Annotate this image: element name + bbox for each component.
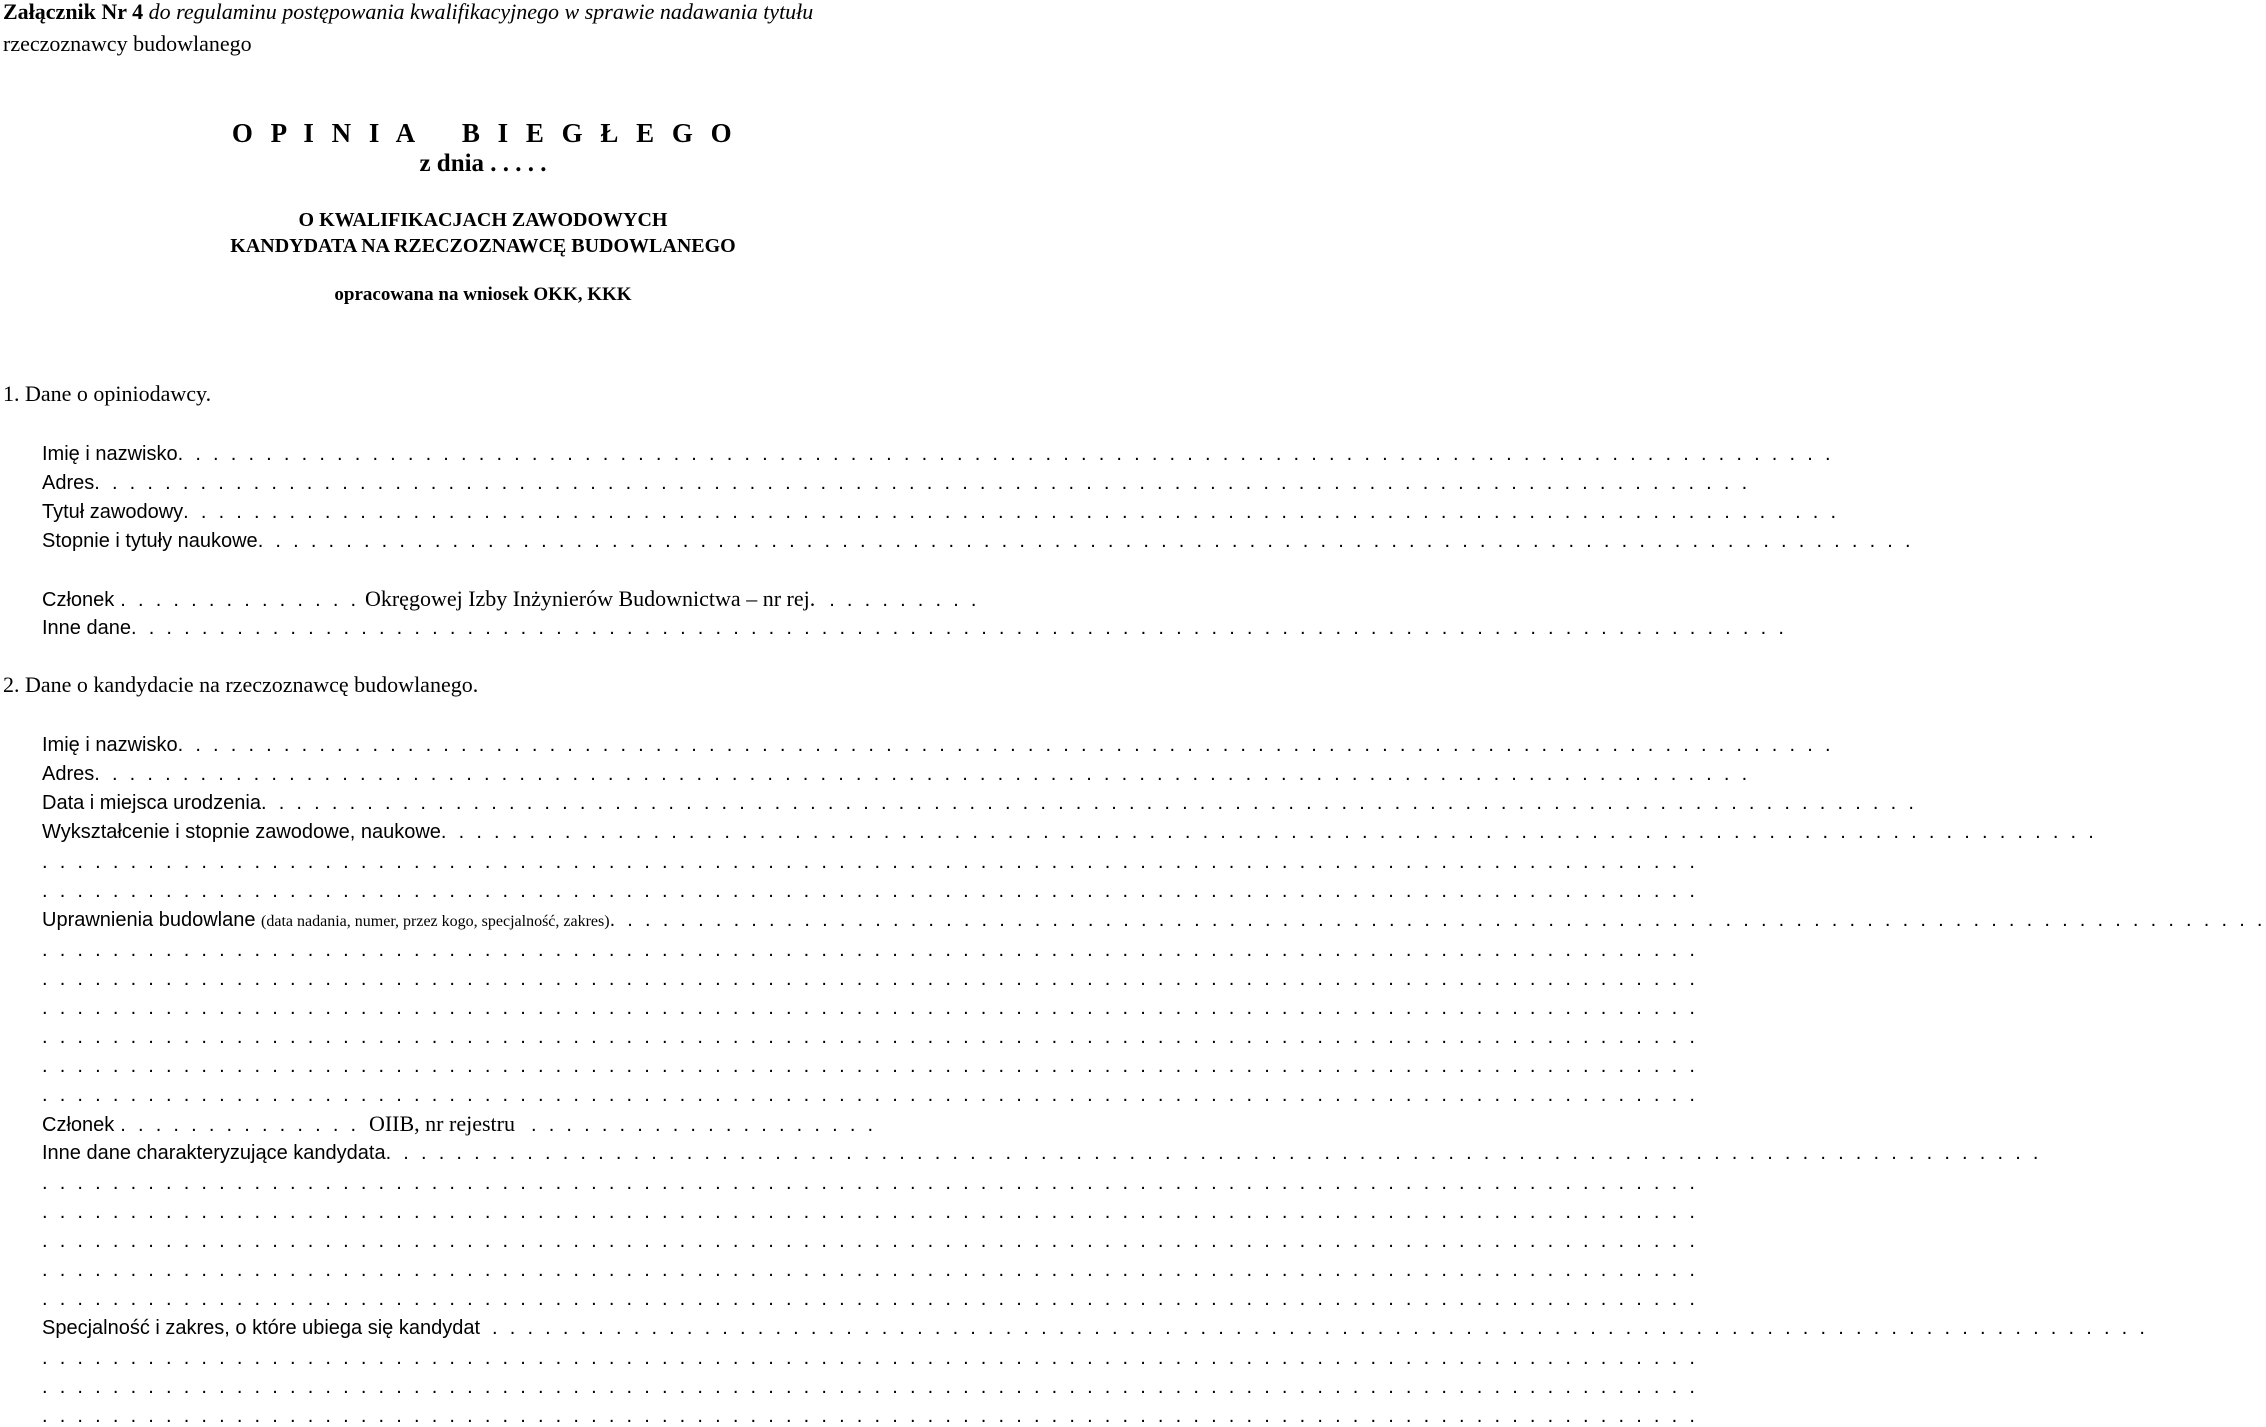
field-label: Imię i nazwisko [42, 443, 178, 465]
field-label: Wykształcenie i stopnie zawodowe, naukowe [42, 821, 441, 843]
fill-dots: . . . . . . . . . . . . . . . . . . . . . . . . . . . . . . . . . . . . . . . . . . . . . . . . . . . . . . . . . . . . . . . . . . . . . . . . . . . . . . . . . . . . . . . . . . . . . . [609, 909, 2266, 931]
fill-dots: . . . . . . . . . . . . . . . . . . . . [530, 1114, 877, 1136]
field-candidate-membership [42, 1110, 954, 1138]
annex-number: Załącznik Nr 4 [3, 0, 144, 24]
field-candidate-name [42, 731, 1834, 759]
field-reviewer-address [42, 469, 1751, 497]
blank-line: . . . . . . . . . . . . . . . . . . . . . . . . . . . . . . . . . . . . . . . . . . . . . . . . . . . . . . . . . . . . . . . . . . . . . . . . . . . . . . . . . . . . . . . . . . . . . . [42, 880, 1699, 902]
fill-dots: . . . . . . . . . . . . . . . . . . . . . . . . . . . . . . . . . . . . . . . . . . . . . . . . . . . . . . . . . . . . . . . . . . . . . . . . . . . . . . . . . . . . . . . . . . . . . . [94, 472, 1751, 494]
fill-dots: . . . . . . . . . [829, 589, 980, 611]
field-reviewer-other [42, 614, 1788, 642]
field-candidate-address [42, 760, 1751, 788]
field-label: Imię i nazwisko [42, 734, 178, 756]
section2-heading: 2. Dane o kandydacie na rzeczoznawcę budowlanego. [3, 672, 479, 697]
field-reviewer-degrees [42, 527, 1914, 555]
field-candidate-specialty [42, 1314, 2149, 1342]
fill-dots: . . . . . . . . . . . . . . . . . . . . . . . . . . . . . . . . . . . . . . . . . . . . . . . . . . . . . . . . . . . . . . . . . . . . . . . . . . . . . . . . . . . . . . . . . . . . . . [177, 443, 1834, 465]
document-title: O P I N I A B I E G Ł E G O [231, 118, 735, 148]
blank-line: . . . . . . . . . . . . . . . . . . . . . . . . . . . . . . . . . . . . . . . . . . . . . . . . . . . . . . . . . . . . . . . . . . . . . . . . . . . . . . . . . . . . . . . . . . . . . . [42, 1376, 1699, 1398]
membership-text: Okręgowej Izby Inżynierów Budownictwa – nr rej. [364, 586, 816, 611]
field-reviewer-membership [42, 585, 980, 613]
field-candidate-birth [42, 789, 1918, 817]
blank-line: . . . . . . . . . . . . . . . . . . . . . . . . . . . . . . . . . . . . . . . . . . . . . . . . . . . . . . . . . . . . . . . . . . . . . . . . . . . . . . . . . . . . . . . . . . . . . . [42, 1230, 1699, 1252]
fill-dots: . . . . . . . . . . . . . . . . . . . . . . . . . . . . . . . . . . . . . . . . . . . . . . . . . . . . . . . . . . . . . . . . . . . . . . . . . . . . . . . . . . . . . . . . . . . . . . [440, 821, 2098, 843]
document-subtitle-1: O KWALIFIKACJACH ZAWODOWYCH [298, 209, 668, 231]
blank-line: . . . . . . . . . . . . . . . . . . . . . . . . . . . . . . . . . . . . . . . . . . . . . . . . . . . . . . . . . . . . . . . . . . . . . . . . . . . . . . . . . . . . . . . . . . . . . . [42, 1288, 1699, 1310]
blank-line: . . . . . . . . . . . . . . . . . . . . . . . . . . . . . . . . . . . . . . . . . . . . . . . . . . . . . . . . . . . . . . . . . . . . . . . . . . . . . . . . . . . . . . . . . . . . . . [42, 1055, 1699, 1077]
field-label: Tytuł zawodowy [42, 501, 184, 523]
field-label: Adres [42, 763, 95, 785]
annex-description: do regulaminu postępowania kwalifikacyjnego w sprawie nadawania tytułu [148, 0, 814, 24]
fill-dots: . . . . . . . . . . . . . . [120, 1114, 360, 1136]
field-label: Stopnie i tytuły naukowe [42, 530, 258, 552]
blank-line: . . . . . . . . . . . . . . . . . . . . . . . . . . . . . . . . . . . . . . . . . . . . . . . . . . . . . . . . . . . . . . . . . . . . . . . . . . . . . . . . . . . . . . . . . . . . . . [42, 1405, 1699, 1427]
blank-line: . . . . . . . . . . . . . . . . . . . . . . . . . . . . . . . . . . . . . . . . . . . . . . . . . . . . . . . . . . . . . . . . . . . . . . . . . . . . . . . . . . . . . . . . . . . . . . [42, 1026, 1699, 1048]
field-label: Data i miejsca urodzenia [42, 792, 261, 814]
blank-line: . . . . . . . . . . . . . . . . . . . . . . . . . . . . . . . . . . . . . . . . . . . . . . . . . . . . . . . . . . . . . . . . . . . . . . . . . . . . . . . . . . . . . . . . . . . . . . [42, 939, 1699, 961]
document-date: z dnia . . . . . [419, 150, 547, 177]
blank-line: . . . . . . . . . . . . . . . . . . . . . . . . . . . . . . . . . . . . . . . . . . . . . . . . . . . . . . . . . . . . . . . . . . . . . . . . . . . . . . . . . . . . . . . . . . . . . . [42, 851, 1699, 873]
fill-dots: . . . . . . . . . . . . . . . . . . . . . . . . . . . . . . . . . . . . . . . . . . . . . . . . . . . . . . . . . . . . . . . . . . . . . . . . . . . . . . . . . . . . . . . . . . . . . . [492, 1317, 2149, 1339]
field-candidate-permits [42, 906, 2266, 934]
field-reviewer-name [42, 440, 1834, 468]
blank-line: . . . . . . . . . . . . . . . . . . . . . . . . . . . . . . . . . . . . . . . . . . . . . . . . . . . . . . . . . . . . . . . . . . . . . . . . . . . . . . . . . . . . . . . . . . . . . . [42, 997, 1699, 1019]
field-label: Adres [42, 472, 95, 494]
field-candidate-other [42, 1139, 2042, 1167]
field-label: Członek [42, 1114, 115, 1136]
field-label: Członek [42, 589, 115, 611]
blank-line: . . . . . . . . . . . . . . . . . . . . . . . . . . . . . . . . . . . . . . . . . . . . . . . . . . . . . . . . . . . . . . . . . . . . . . . . . . . . . . . . . . . . . . . . . . . . . . [42, 1201, 1699, 1223]
blank-line: . . . . . . . . . . . . . . . . . . . . . . . . . . . . . . . . . . . . . . . . . . . . . . . . . . . . . . . . . . . . . . . . . . . . . . . . . . . . . . . . . . . . . . . . . . . . . . [42, 1259, 1699, 1281]
field-reviewer-title [42, 498, 1840, 526]
document-subtitle-3: opracowana na wniosek OKK, KKK [334, 284, 632, 305]
blank-line: . . . . . . . . . . . . . . . . . . . . . . . . . . . . . . . . . . . . . . . . . . . . . . . . . . . . . . . . . . . . . . . . . . . . . . . . . . . . . . . . . . . . . . . . . . . . . . [42, 1172, 1699, 1194]
annex-description-line2: rzeczoznawcy budowlanego [3, 31, 252, 56]
membership-text: OIIB, nr rejestru [368, 1111, 515, 1136]
fill-dots: . . . . . . . . . . . . . . . . . . . . . . . . . . . . . . . . . . . . . . . . . . . . . . . . . . . . . . . . . . . . . . . . . . . . . . . . . . . . . . . . . . . . . . . . . . . . . . [257, 530, 1914, 552]
blank-line: . . . . . . . . . . . . . . . . . . . . . . . . . . . . . . . . . . . . . . . . . . . . . . . . . . . . . . . . . . . . . . . . . . . . . . . . . . . . . . . . . . . . . . . . . . . . . . [42, 1084, 1699, 1106]
field-label: Specjalność i zakres, o które ubiega się kandydat [42, 1317, 481, 1339]
field-label: Inne dane [42, 617, 131, 639]
fill-dots: . . . . . . . . . . . . . . . . . . . . . . . . . . . . . . . . . . . . . . . . . . . . . . . . . . . . . . . . . . . . . . . . . . . . . . . . . . . . . . . . . . . . . . . . . . . . . . [130, 617, 1788, 639]
fill-dots: . . . . . . . . . . . . . . . . . . . . . . . . . . . . . . . . . . . . . . . . . . . . . . . . . . . . . . . . . . . . . . . . . . . . . . . . . . . . . . . . . . . . . . . . . . . . . . [94, 763, 1751, 785]
section1-heading: 1. Dane o opiniodawcy. [3, 381, 212, 406]
fill-dots: . . . . . . . . . . . . . . . . . . . . . . . . . . . . . . . . . . . . . . . . . . . . . . . . . . . . . . . . . . . . . . . . . . . . . . . . . . . . . . . . . . . . . . . . . . . . . . [177, 734, 1834, 756]
field-label: Uprawnienia budowlane [42, 909, 256, 931]
fill-dots: . . . . . . . . . . . . . . . . . . . . . . . . . . . . . . . . . . . . . . . . . . . . . . . . . . . . . . . . . . . . . . . . . . . . . . . . . . . . . . . . . . . . . . . . . . . . . . [261, 792, 1918, 814]
blank-line: . . . . . . . . . . . . . . . . . . . . . . . . . . . . . . . . . . . . . . . . . . . . . . . . . . . . . . . . . . . . . . . . . . . . . . . . . . . . . . . . . . . . . . . . . . . . . . [42, 968, 1699, 990]
field-note: (data nadania, numer, przez kogo, specjalność, zakres) [261, 913, 610, 930]
document-subtitle-2: KANDYDATA NA RZECZOZNAWCĘ BUDOWLANEGO [230, 235, 736, 257]
field-candidate-education [42, 818, 2098, 846]
fill-dots: . . . . . . . . . . . . . . . . . . . . . . . . . . . . . . . . . . . . . . . . . . . . . . . . . . . . . . . . . . . . . . . . . . . . . . . . . . . . . . . . . . . . . . . . . . . . . . [183, 501, 1840, 523]
field-label: Inne dane charakteryzujące kandydata [42, 1142, 386, 1164]
annex-header [3, 0, 953, 60]
blank-line: . . . . . . . . . . . . . . . . . . . . . . . . . . . . . . . . . . . . . . . . . . . . . . . . . . . . . . . . . . . . . . . . . . . . . . . . . . . . . . . . . . . . . . . . . . . . . . [42, 1347, 1699, 1369]
fill-dots: . . . . . . . . . . . . . . [120, 589, 360, 611]
fill-dots: . . . . . . . . . . . . . . . . . . . . . . . . . . . . . . . . . . . . . . . . . . . . . . . . . . . . . . . . . . . . . . . . . . . . . . . . . . . . . . . . . . . . . . . . . . . . . . [385, 1142, 2042, 1164]
